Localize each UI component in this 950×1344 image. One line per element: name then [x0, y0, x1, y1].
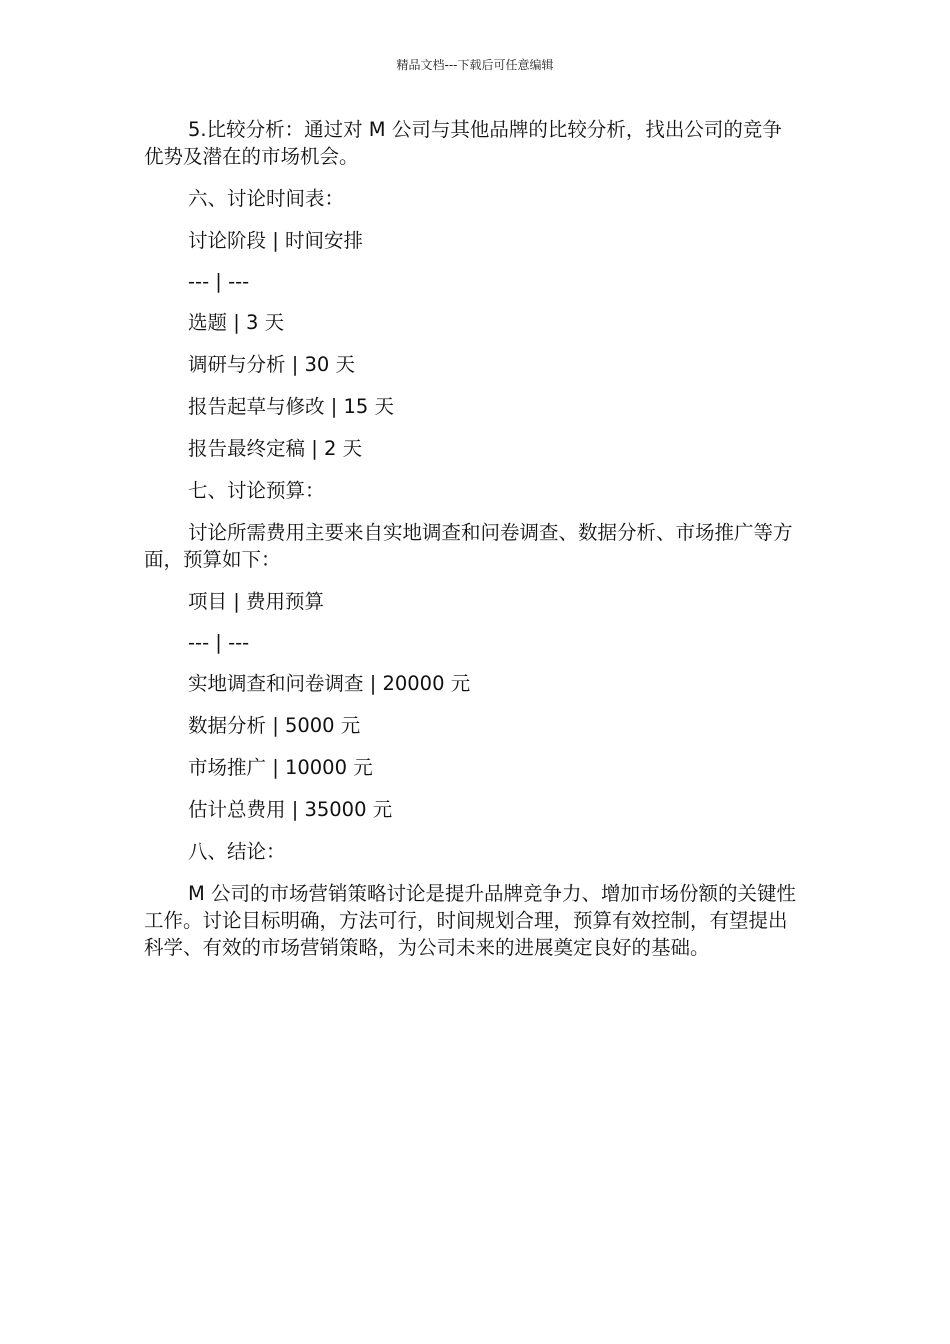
schedule-row-research: 调研与分析 | 30 天: [188, 353, 355, 376]
budget-row-data-analysis: 数据分析 | 5000 元: [188, 714, 361, 737]
budget-table-header: 项目 | 费用预算: [188, 590, 324, 613]
heading-conclusion: 八、结论：: [188, 840, 286, 863]
page-header-watermark: 精品文档---下载后可任意编辑: [396, 58, 554, 72]
paragraph-budget-intro: 讨论所需费用主要来自实地调查和问卷调查、数据分析、市场推广等方面，预算如下：: [144, 521, 793, 571]
heading-discussion-schedule: 六、讨论时间表：: [188, 187, 345, 210]
budget-row-marketing: 市场推广 | 10000 元: [188, 756, 373, 779]
budget-table-separator: --- | ---: [188, 631, 250, 654]
budget-row-total: 估计总费用 | 35000 元: [188, 798, 393, 821]
document-body: [144, 116, 800, 976]
paragraph-comparative-analysis: 5.比较分析：通过对 M 公司与其他品牌的比较分析，找出公司的竞争优势及潜在的市场机会。: [144, 118, 782, 168]
budget-row-survey: 实地调查和问卷调查 | 20000 元: [188, 672, 471, 695]
schedule-row-topic: 选题 | 3 天: [188, 311, 285, 334]
heading-discussion-budget: 七、讨论预算：: [188, 479, 325, 502]
schedule-row-drafting: 报告起草与修改 | 15 天: [188, 395, 394, 418]
schedule-row-finalize: 报告最终定稿 | 2 天: [188, 437, 363, 460]
schedule-table-header: 讨论阶段 | 时间安排: [188, 229, 363, 252]
schedule-table-separator: --- | ---: [188, 270, 250, 293]
paragraph-conclusion: M 公司的市场营销策略讨论是提升品牌竞争力、增加市场份额的关键性工作。讨论目标明确，方法可行，时间规划合理，预算有效控制，有望提出科学、有效的市场营销策略，为公司未来的进展奠定良好的基础。: [144, 882, 797, 959]
